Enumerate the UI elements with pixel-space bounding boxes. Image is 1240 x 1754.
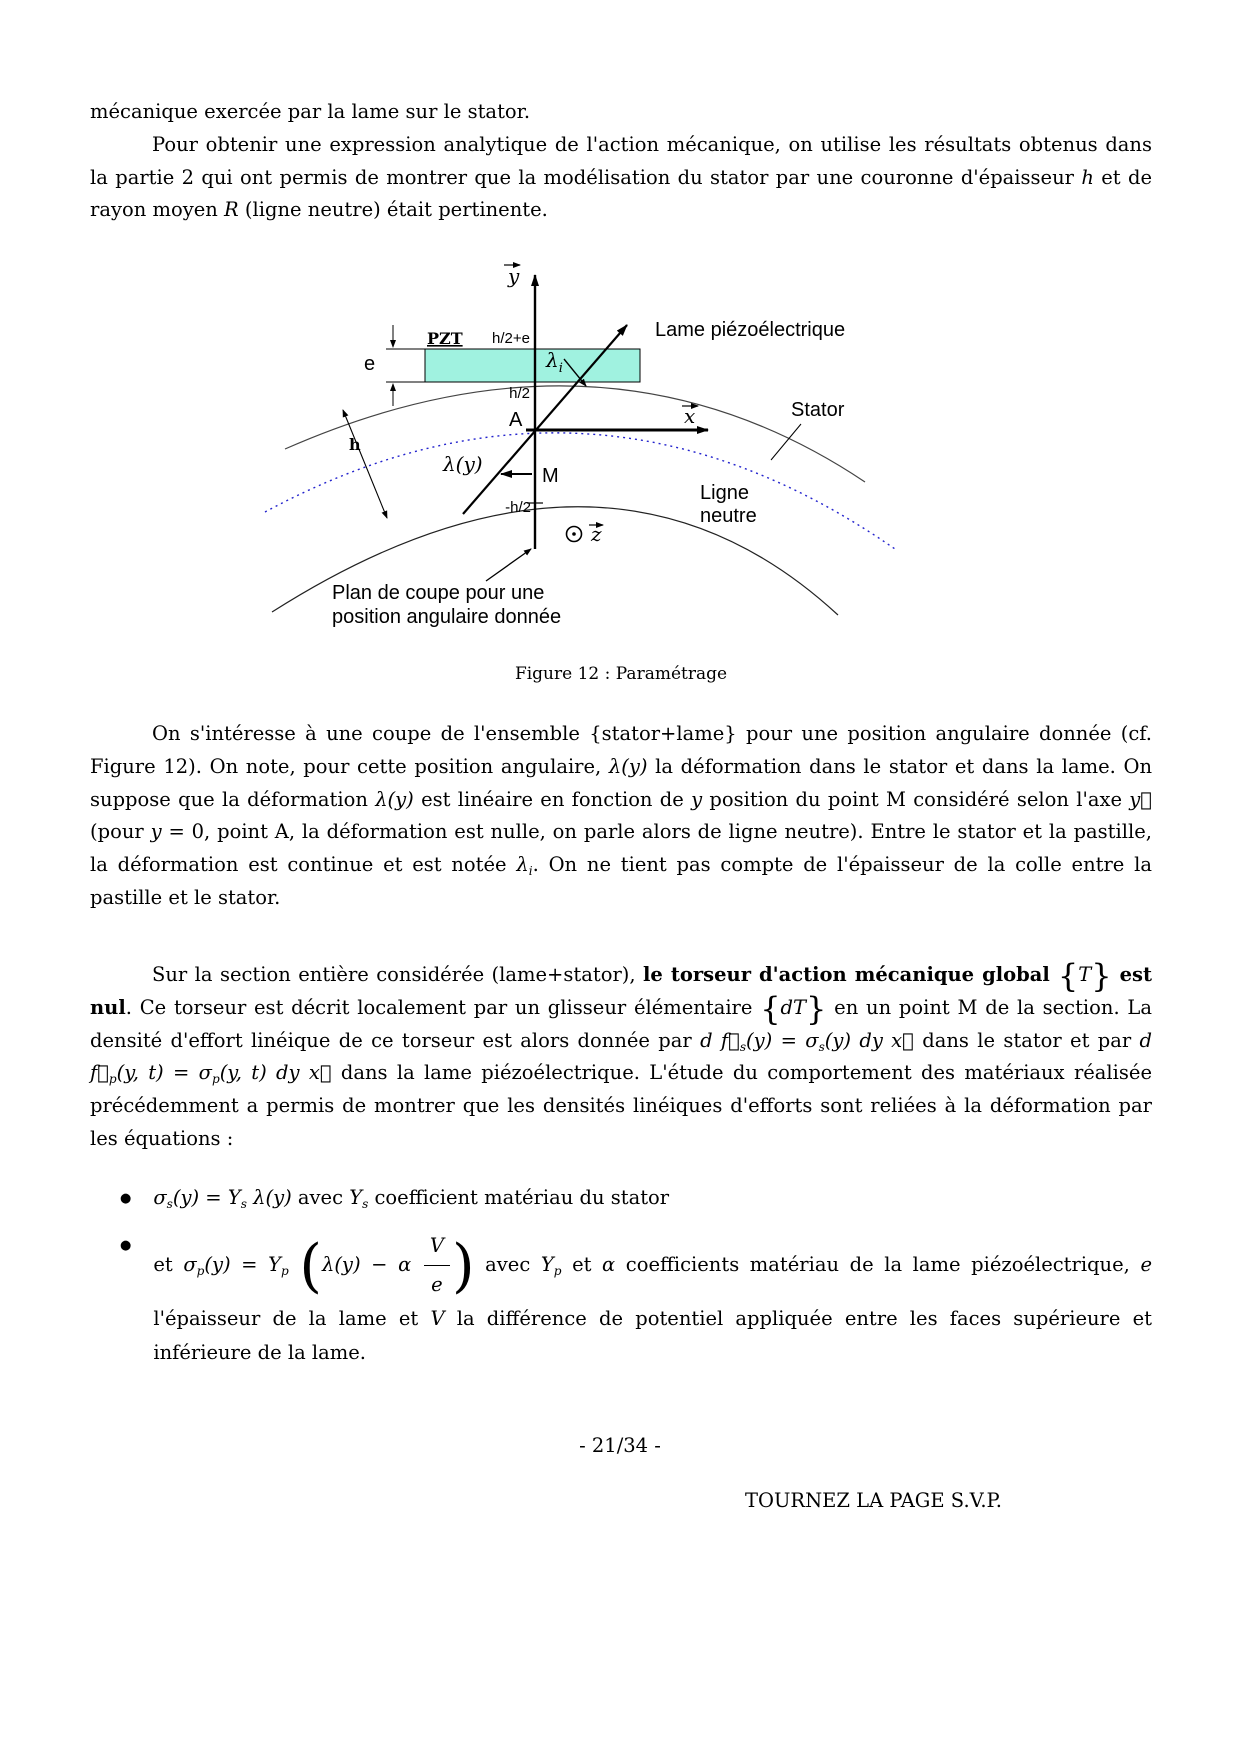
text-segment: Y xyxy=(540,1252,554,1276)
text-segment: et xyxy=(561,1252,603,1276)
plan-de-coupe-label-2: position angulaire donnée xyxy=(332,606,562,628)
text-segment: V xyxy=(430,1306,445,1330)
text-segment: est linéaire en fonction de xyxy=(413,787,692,811)
text-segment: d f⃗ xyxy=(700,1028,740,1052)
text-segment: (y) = Y xyxy=(172,1185,241,1209)
h-dimension-arrow xyxy=(343,410,387,518)
text-segment: On s'intéresse à une coupe de l'ensemble {stator+lame} pour une position angulaire donnée (cf. Figure 12). On note, pour cette position angulaire, xyxy=(90,722,1152,778)
text-segment xyxy=(289,1253,300,1276)
open-paren: ( xyxy=(299,1231,322,1300)
y-axis-label: y xyxy=(508,264,520,288)
text-segment: (y, t) dy x⃗ xyxy=(219,1061,332,1085)
stator-label: Stator xyxy=(791,399,845,421)
text-segment: . On ne tient pas compte de l'épaisseur de la colle entre la pastille et le stator. xyxy=(90,853,1152,909)
text-segment: coefficient matériau du stator xyxy=(368,1185,670,1209)
lame-piezo-label: Lame piézoélectrique xyxy=(655,319,846,341)
point-m-label: M xyxy=(542,465,559,487)
text-segment: } xyxy=(806,989,827,1028)
text-segment: dans la lame piézoélectrique. L'étude du comportement des matériaux réalisée précédemment a permis de montrer que les densités linéiques d'efforts sont reliées à la déformation par les équations : xyxy=(90,1061,1152,1150)
text-segment: { xyxy=(760,989,781,1028)
close-paren: ) xyxy=(451,1231,475,1300)
text-segment: y xyxy=(691,787,703,811)
page-number: - 21/34 - xyxy=(579,1434,661,1457)
text-segment: y xyxy=(150,820,162,844)
text-segment: . Ce torseur est décrit localement par un glisseur élémentaire xyxy=(125,995,761,1019)
text-segment: λ(y) xyxy=(608,754,648,778)
text-segment: l'épaisseur de la lame et xyxy=(153,1306,431,1330)
formula-prefix xyxy=(153,1253,299,1276)
text-segment: σ xyxy=(183,1252,197,1276)
text-segment: λ(y) xyxy=(375,787,414,811)
text-segment: , point A, la déformation est nulle, on parle alors de ligne neutre). Entre le stator et la pastille, la déformation est continue et est notée xyxy=(90,820,1152,876)
text-segment: = 0 xyxy=(161,820,205,844)
text-segment: le torseur d'action mécanique global xyxy=(643,962,1058,986)
text-segment: s xyxy=(166,1196,173,1211)
text-segment: y⃗ xyxy=(1129,787,1152,811)
text-segment: dans le stator et par xyxy=(913,1028,1140,1052)
point-a-label: A xyxy=(509,409,523,431)
pzt-label: PZT xyxy=(427,329,463,348)
fraction-v-over-e xyxy=(422,1229,452,1302)
bullet-stator-equation xyxy=(153,1182,1152,1215)
text-segment: la différence de potentiel appliquée entre les faces supérieure et inférieure de la lame. xyxy=(153,1306,1152,1364)
text-segment: T xyxy=(1078,962,1092,986)
h-half-label: h/2 xyxy=(509,385,530,402)
text-segment: et xyxy=(153,1252,184,1276)
text-segment: la déformation dans le stator et dans la lame. On suppose que la déformation xyxy=(90,754,1153,811)
text-segment: s xyxy=(818,1039,825,1054)
figure-12-diagram xyxy=(250,257,950,642)
text-segment: i xyxy=(528,864,533,879)
text-segment: e xyxy=(1140,1252,1152,1276)
bullet-icon: ● xyxy=(120,1237,132,1253)
text-segment: Sur la section entière considérée (lame+stator), xyxy=(152,962,644,986)
text-segment: (y) = Y xyxy=(204,1252,281,1276)
paragraph-coupe xyxy=(90,718,1152,915)
text-segment: p xyxy=(196,1263,205,1278)
lambda-subscript: i xyxy=(558,361,563,376)
text-segment: α xyxy=(602,1252,616,1276)
e-dimension-label: e xyxy=(364,353,376,375)
h-half-plus-e-label: h/2+e xyxy=(492,330,530,347)
fraction-denominator: e xyxy=(431,1272,443,1296)
text-segment: avec xyxy=(291,1185,350,1209)
bullet-lame-equation xyxy=(153,1229,1152,1371)
z-axis-dot-icon xyxy=(572,532,576,536)
stator-top-arc xyxy=(285,386,865,482)
text-segment: (pour xyxy=(90,820,151,844)
plan-de-coupe-arrow xyxy=(486,549,531,581)
text-segment: R xyxy=(224,198,239,222)
ligne-neutre-label-2: neutre xyxy=(700,505,757,527)
text-segment: p xyxy=(553,1263,562,1278)
text-segment: (y, t) = σ xyxy=(116,1061,212,1085)
text-segment: λ(y) − α xyxy=(321,1252,422,1276)
bullet-icon: ● xyxy=(120,1190,132,1206)
text-segment: σ xyxy=(153,1185,167,1209)
text-segment: { xyxy=(1057,956,1079,995)
minus-h-half-label: -h/2 xyxy=(505,499,531,516)
figure-12 xyxy=(90,257,1152,684)
plan-de-coupe-label-1: Plan de coupe pour une xyxy=(332,582,545,604)
text-segment: avec xyxy=(474,1252,541,1276)
bullet-item-stator xyxy=(120,1182,1152,1215)
lambda-of-y-label: λ(y) xyxy=(443,452,483,476)
x-axis-label: x xyxy=(684,404,696,428)
text-segment: (y) dy x⃗ xyxy=(824,1028,914,1052)
paragraph-intro xyxy=(90,129,1152,227)
text-segment: est nul xyxy=(90,962,1153,1019)
paragraph-torseur xyxy=(90,956,1153,1156)
ligne-neutre-label-1: Ligne xyxy=(700,482,749,504)
z-axis-label: z xyxy=(591,522,602,546)
turn-page-notice: TOURNEZ LA PAGE S.V.P. xyxy=(745,1489,1002,1512)
bullet-item-lame xyxy=(120,1229,1152,1371)
text-segment: p xyxy=(108,1072,117,1087)
paragraph-opening: mécanique exercée par la lame sur le stator. xyxy=(90,100,531,123)
text-segment: s xyxy=(362,1196,369,1211)
figure-caption: Figure 12 : Paramétrage xyxy=(514,664,728,684)
text-segment: λ(y) xyxy=(246,1185,292,1209)
text-segment: s xyxy=(240,1196,247,1211)
text-segment: (y) = σ xyxy=(746,1028,819,1052)
formula-inner xyxy=(322,1253,422,1276)
text-segment: s xyxy=(739,1039,747,1054)
text-segment: d f⃗ xyxy=(90,1028,1153,1085)
text-segment: p xyxy=(281,1263,289,1278)
text-segment: } xyxy=(1091,956,1112,995)
text-segment: coefficients matériau de la lame piézoélectrique, xyxy=(615,1252,1141,1276)
h-dimension-label: h xyxy=(349,435,361,454)
text-segment: h xyxy=(1081,165,1094,189)
text-segment: (ligne neutre) était pertinente. xyxy=(238,198,548,222)
text-segment: λ xyxy=(516,853,529,876)
text-segment: dT xyxy=(780,995,807,1019)
fraction-numerator: V xyxy=(424,1229,450,1266)
pzt-rect xyxy=(425,349,640,382)
text-segment: et de rayon moyen xyxy=(90,165,1152,222)
text-segment: Pour obtenir une expression analytique de l'action mécanique, on utilise les résultats obtenus dans la partie 2 qui ont permis de montrer que la modélisation du stator par une couronne d'épaisseur xyxy=(90,132,1152,189)
text-segment: Y xyxy=(349,1185,363,1209)
text-segment: p xyxy=(211,1072,220,1087)
lambda-symbol: λ xyxy=(546,348,559,372)
text-segment: position du point M considéré selon l'axe xyxy=(702,787,1130,811)
text-segment: en un point M de la section. La densité d'effort linéique de ce torseur est alors donnée par xyxy=(90,995,1153,1052)
